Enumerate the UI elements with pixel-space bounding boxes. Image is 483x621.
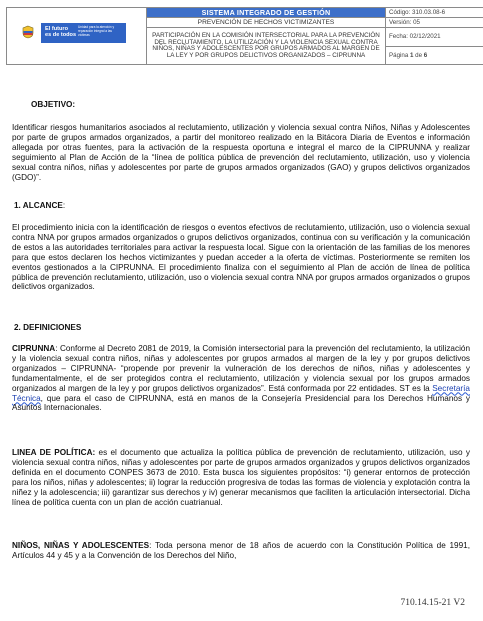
- scope-paragraph: El procedimiento inicia con la identificación de riesgos o eventos efectivos de reclutamiento, utilización, uso o violencia sexual contra NNA por grupos armados organizados o grupos delictivos organizados, continua con su verificación y la comunicación de estos a las autoridades territoriales para activar la respuesta local. Sigue con la orientación de las familias de los menores para que estos declaren los hechos victimizantes y puedan acceder a la oferta de víctimas. Posteriormente se remiten los eventos gestionados a la CIPRUNNA. El procedimiento finaliza con el seguimiento al Plan de acción de línea de política pública de prevención reclutamiento, utilización, uso o violencia sexual contra NNA por grupos armados organizados o grupos delictivos organizados.: [12, 223, 470, 292]
- logo-cell: [7, 8, 147, 65]
- logo-unit-text: Unidad para la atención y reparación integral a las víctimas: [78, 25, 115, 37]
- definition-nna: NIÑOS, NIÑAS Y ADOLESCENTES: Toda persona menor de 18 años de acuerdo con la Constitución Política de 1991, Artículos 44 y 45 y a la Convención de los Derechos del Niño,: [12, 541, 470, 560]
- doc-date: Fecha: 02/12/2021: [386, 28, 483, 47]
- doc-code: Código: 310.03.08-6: [386, 8, 483, 18]
- objective-paragraph: Identificar riesgos humanitarios asociados al reclutamiento, utilización y violencia sexual contra Niños, Niñas y Adolescentes por parte de grupos armados organizados, a partir del monitoreo realizado en la Bitácora Diaria de Eventos e información allegada por otras fuentes, para la activación de la respuesta oportuna e integral el marco de la CIPRUNNA y realizar seguimiento al Plan de Acción de la “línea de política pública de prevención del reclutamiento, utilización, uso y violencia sexual contra niños, niñas y adolescentes por parte de grupos armados organizados (GAO) y grupos delictivos organizados (GDO)”.: [12, 123, 470, 182]
- procedure-title: PARTICIPACIÓN EN LA COMISIÓN INTERSECTORIAL PARA LA PREVENCIÓN DEL RECLUTAMIENTO, LA UTILIZACIÓN Y LA VIOLENCIA SEXUAL CONTRA NIÑOS, NIÑAS Y ADOLESCENTES POR GRUPOS ARMADOS AL MARGEN DE LA LEY Y POR GRUPOS DELICTIVOS ORGANIZADOS – CIPRUNNA: [147, 28, 386, 65]
- objective-heading: OBJETIVO:: [31, 100, 76, 109]
- secretaria-tecnica-link[interactable]: Secretaría Técnica: [12, 383, 470, 403]
- footer-code: 710.14.15-21 V2: [400, 598, 465, 608]
- gov-logo: [41, 23, 126, 43]
- logo-text: El futuro es de todos: [45, 26, 77, 38]
- doc-version: Versión: 05: [386, 18, 483, 28]
- page-counter: Página 1 de 6: [386, 46, 483, 65]
- system-title: SISTEMA INTEGRADO DE GESTIÓN: [147, 8, 386, 18]
- process-subtitle: PREVENCIÓN DE HECHOS VICTIMIZANTES: [147, 18, 386, 28]
- definition-linea-politica: LINEA DE POLÍTICA: es el documento que actualiza la política pública de prevención de reclutamiento, utilización, uso y violencia sexual contra niños, niñas y adolescentes por parte de grupos armados organizados y grupos delictivos organizados definida en el documento CONPES 3673 de 2010. Esta busca los siguientes propósitos: “i) generar entornos de protección para los niños, niñas y adolescentes; ii) lograr la reducción progresiva de todas las formas de violencia y explotación contra la niñez y la adolescencia; iii) garantizar sus derechos y iv) generar mecanismos que faciliten la articulación intersectorial. Dicha línea de política cuenta con un plan de acción cuatrianual.: [12, 448, 470, 507]
- scope-heading: 1. ALCANCE:: [14, 201, 66, 210]
- document-header: [6, 7, 483, 65]
- definitions-heading: 2. DEFINICIONES: [14, 323, 82, 332]
- coat-of-arms-icon: [21, 25, 35, 39]
- definition-ciprunna: CIPRUNNA: Conforme al Decreto 2081 de 2019, la Comisión intersectorial para la prevención del reclutamiento, la utilización y la violencia sexual contra niños, niñas y adolescentes por grupos armados al margen de la ley y por grupos delictivos organizados – CIPRUNNA- “propende por prevenir la vulneración de los derechos de niños, niñas y adolescentes y fundamentalmente, el de ser protegidos contra el reclutamiento, utilización y violencia sexual por los grupos armados organizados al margen de la ley y por grupos delictivos organizados”. Está conformada por 22 entidades. ST es la Secretaría Técnica, que para el caso de CIPRUNNA, está en manos de la Consejería Presidencial para los Derechos Humanos y Asuntos Internacionales.: [12, 344, 470, 413]
